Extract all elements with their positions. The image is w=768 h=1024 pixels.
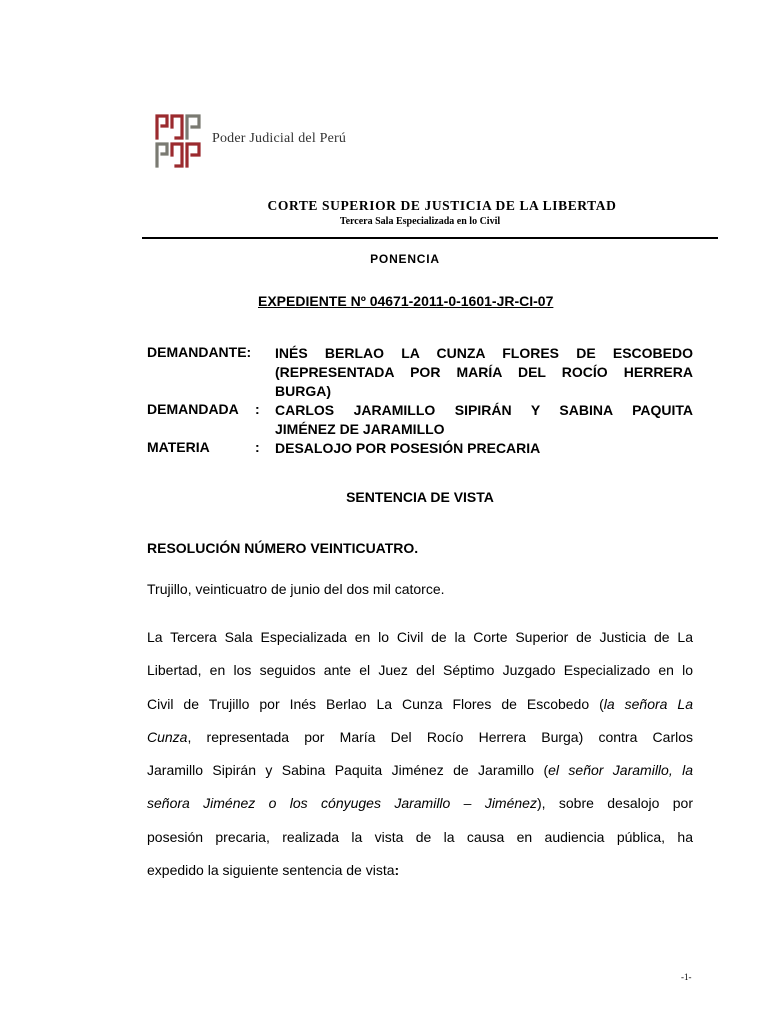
date-line: Trujillo, veinticuatro de junio del dos mil catorce. bbox=[147, 581, 445, 597]
plaintiff-line: (REPRESENTADA POR MARÍA DEL ROCÍO HERRERA bbox=[275, 364, 693, 380]
body-line bbox=[147, 654, 693, 687]
body-text: Civil de Trujillo por Inés Berlao La Cunza Flores de Escobedo ( bbox=[147, 695, 604, 712]
defendant-line: CARLOS JARAMILLO SIPIRÁN Y SABINA PAQUITA bbox=[275, 402, 693, 418]
body-line bbox=[147, 821, 693, 854]
defendant-label: DEMANDADA bbox=[147, 401, 239, 417]
subject-line: DESALOJO POR POSESIÓN PRECARIA bbox=[275, 440, 541, 456]
body-line bbox=[147, 688, 693, 721]
body-line bbox=[147, 854, 693, 887]
body-text: La Tercera Sala Especializada en lo Civil de la Corte Superior de Justicia de La bbox=[147, 629, 693, 645]
body-paragraph bbox=[147, 621, 693, 887]
case-number: EXPEDIENTE Nº 04671-2011-0-1601-JR-CI-07 bbox=[258, 293, 554, 309]
body-italic: Cunza bbox=[147, 728, 188, 745]
defendant-colon: : bbox=[255, 401, 260, 417]
court-title: CORTE SUPERIOR DE JUSTICIA DE LA LIBERTAD bbox=[267, 198, 617, 213]
defendant-value bbox=[275, 401, 693, 439]
court-subtitle: Tercera Sala Especializada en lo Civil bbox=[339, 216, 501, 227]
judiciary-logo bbox=[154, 113, 394, 169]
body-bold: : bbox=[394, 862, 400, 879]
poder-judicial-logo-icon bbox=[154, 113, 206, 169]
body-line bbox=[147, 754, 693, 787]
body-line bbox=[147, 787, 693, 820]
body-italic: la señora La bbox=[603, 695, 693, 712]
plaintiff-value bbox=[275, 344, 693, 401]
subject-label: MATERIA bbox=[147, 439, 210, 455]
ponencia-heading: PONENCIA bbox=[370, 252, 440, 266]
defendant-line: JIMÉNEZ DE JARAMILLO bbox=[275, 421, 445, 437]
body-text: Libertad, en los seguidos ante el Juez del Séptimo Juzgado Especializado en lo bbox=[147, 662, 693, 679]
resolution-number: RESOLUCIÓN NÚMERO VEINTICUATRO. bbox=[147, 540, 419, 556]
plaintiff-label: DEMANDANTE: bbox=[147, 344, 252, 360]
logo-text: Poder Judicial del Perú bbox=[212, 131, 347, 146]
body-line bbox=[147, 621, 693, 654]
body-text: posesión precaria, realizada la vista de la causa en audiencia pública, ha bbox=[147, 828, 693, 845]
body-text: , representada por María Del Rocío Herrera Burga) contra Carlos bbox=[187, 728, 693, 745]
body-text: Jaramillo Sipirán y Sabina Paquita Jiménez de Jaramillo ( bbox=[147, 762, 549, 779]
body-line bbox=[147, 721, 693, 754]
page-number: -1- bbox=[681, 972, 692, 982]
sentencia-title: SENTENCIA DE VISTA bbox=[346, 489, 494, 505]
plaintiff-line: BURGA) bbox=[275, 383, 331, 399]
header-divider bbox=[142, 237, 718, 239]
body-italic: señora Jiménez o los cónyuges Jaramillo – Jiménez bbox=[147, 795, 537, 812]
body-italic: el señor Jaramillo, la bbox=[548, 762, 693, 779]
subject-value bbox=[275, 439, 693, 458]
subject-colon: : bbox=[255, 439, 260, 455]
body-text: expedido la siguiente sentencia de vista bbox=[147, 862, 395, 879]
plaintiff-line: INÉS BERLAO LA CUNZA FLORES DE ESCOBEDO bbox=[275, 345, 693, 361]
body-text: ), sobre desalojo por bbox=[536, 795, 693, 812]
